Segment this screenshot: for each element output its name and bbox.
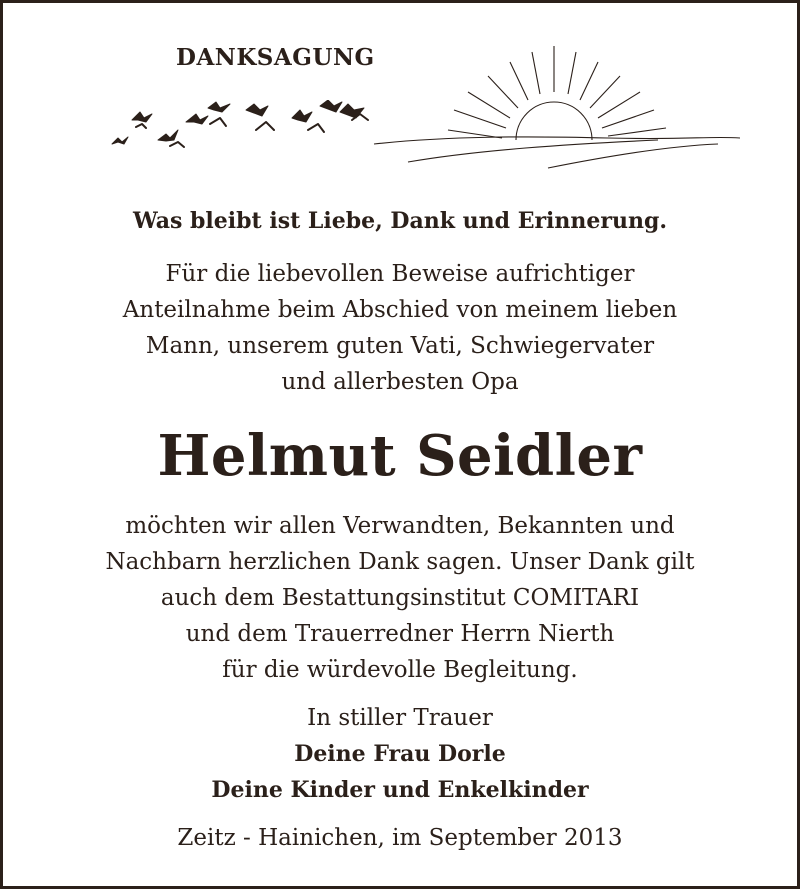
- signature-block: [0, 700, 800, 808]
- intro-line: Für die liebevollen Beweise aufrichtiger: [165, 261, 635, 287]
- wife-signature: Deine Frau Dorle: [294, 741, 506, 767]
- intro-line: Mann, unserem guten Vati, Schwiegervater: [145, 333, 655, 359]
- thanks-line: auch dem Bestattungsinstitut COMITARI: [160, 585, 640, 611]
- thanks-line: möchten wir allen Verwandten, Bekannten und: [125, 513, 675, 539]
- thanks-line: Nachbarn herzlichen Dank sagen. Unser Dank gilt: [105, 549, 695, 575]
- setting-sun-icon: [368, 40, 748, 180]
- thanks-line: und dem Trauerredner Herrn Nierth: [185, 621, 615, 647]
- flying-birds-icon: [108, 100, 378, 160]
- deceased-name: Helmut Seidler: [157, 423, 643, 489]
- family-signature: Deine Kinder und Enkelkinder: [211, 777, 589, 803]
- heading-title: DANKSAGUNG: [176, 44, 375, 71]
- intro-line: Anteilnahme beim Abschied von meinem lieben: [122, 297, 678, 323]
- place-date: Zeitz - Hainichen, im September 2013: [177, 825, 623, 851]
- thanks-line: für die würdevolle Begleitung.: [222, 657, 578, 683]
- intro-line: und allerbesten Opa: [281, 369, 519, 395]
- intro-paragraph: [0, 256, 800, 400]
- thanks-paragraph: [0, 508, 800, 688]
- motto-line: Was bleibt ist Liebe, Dank und Erinnerung.: [132, 208, 668, 234]
- mourning-line: In stiller Trauer: [307, 705, 493, 731]
